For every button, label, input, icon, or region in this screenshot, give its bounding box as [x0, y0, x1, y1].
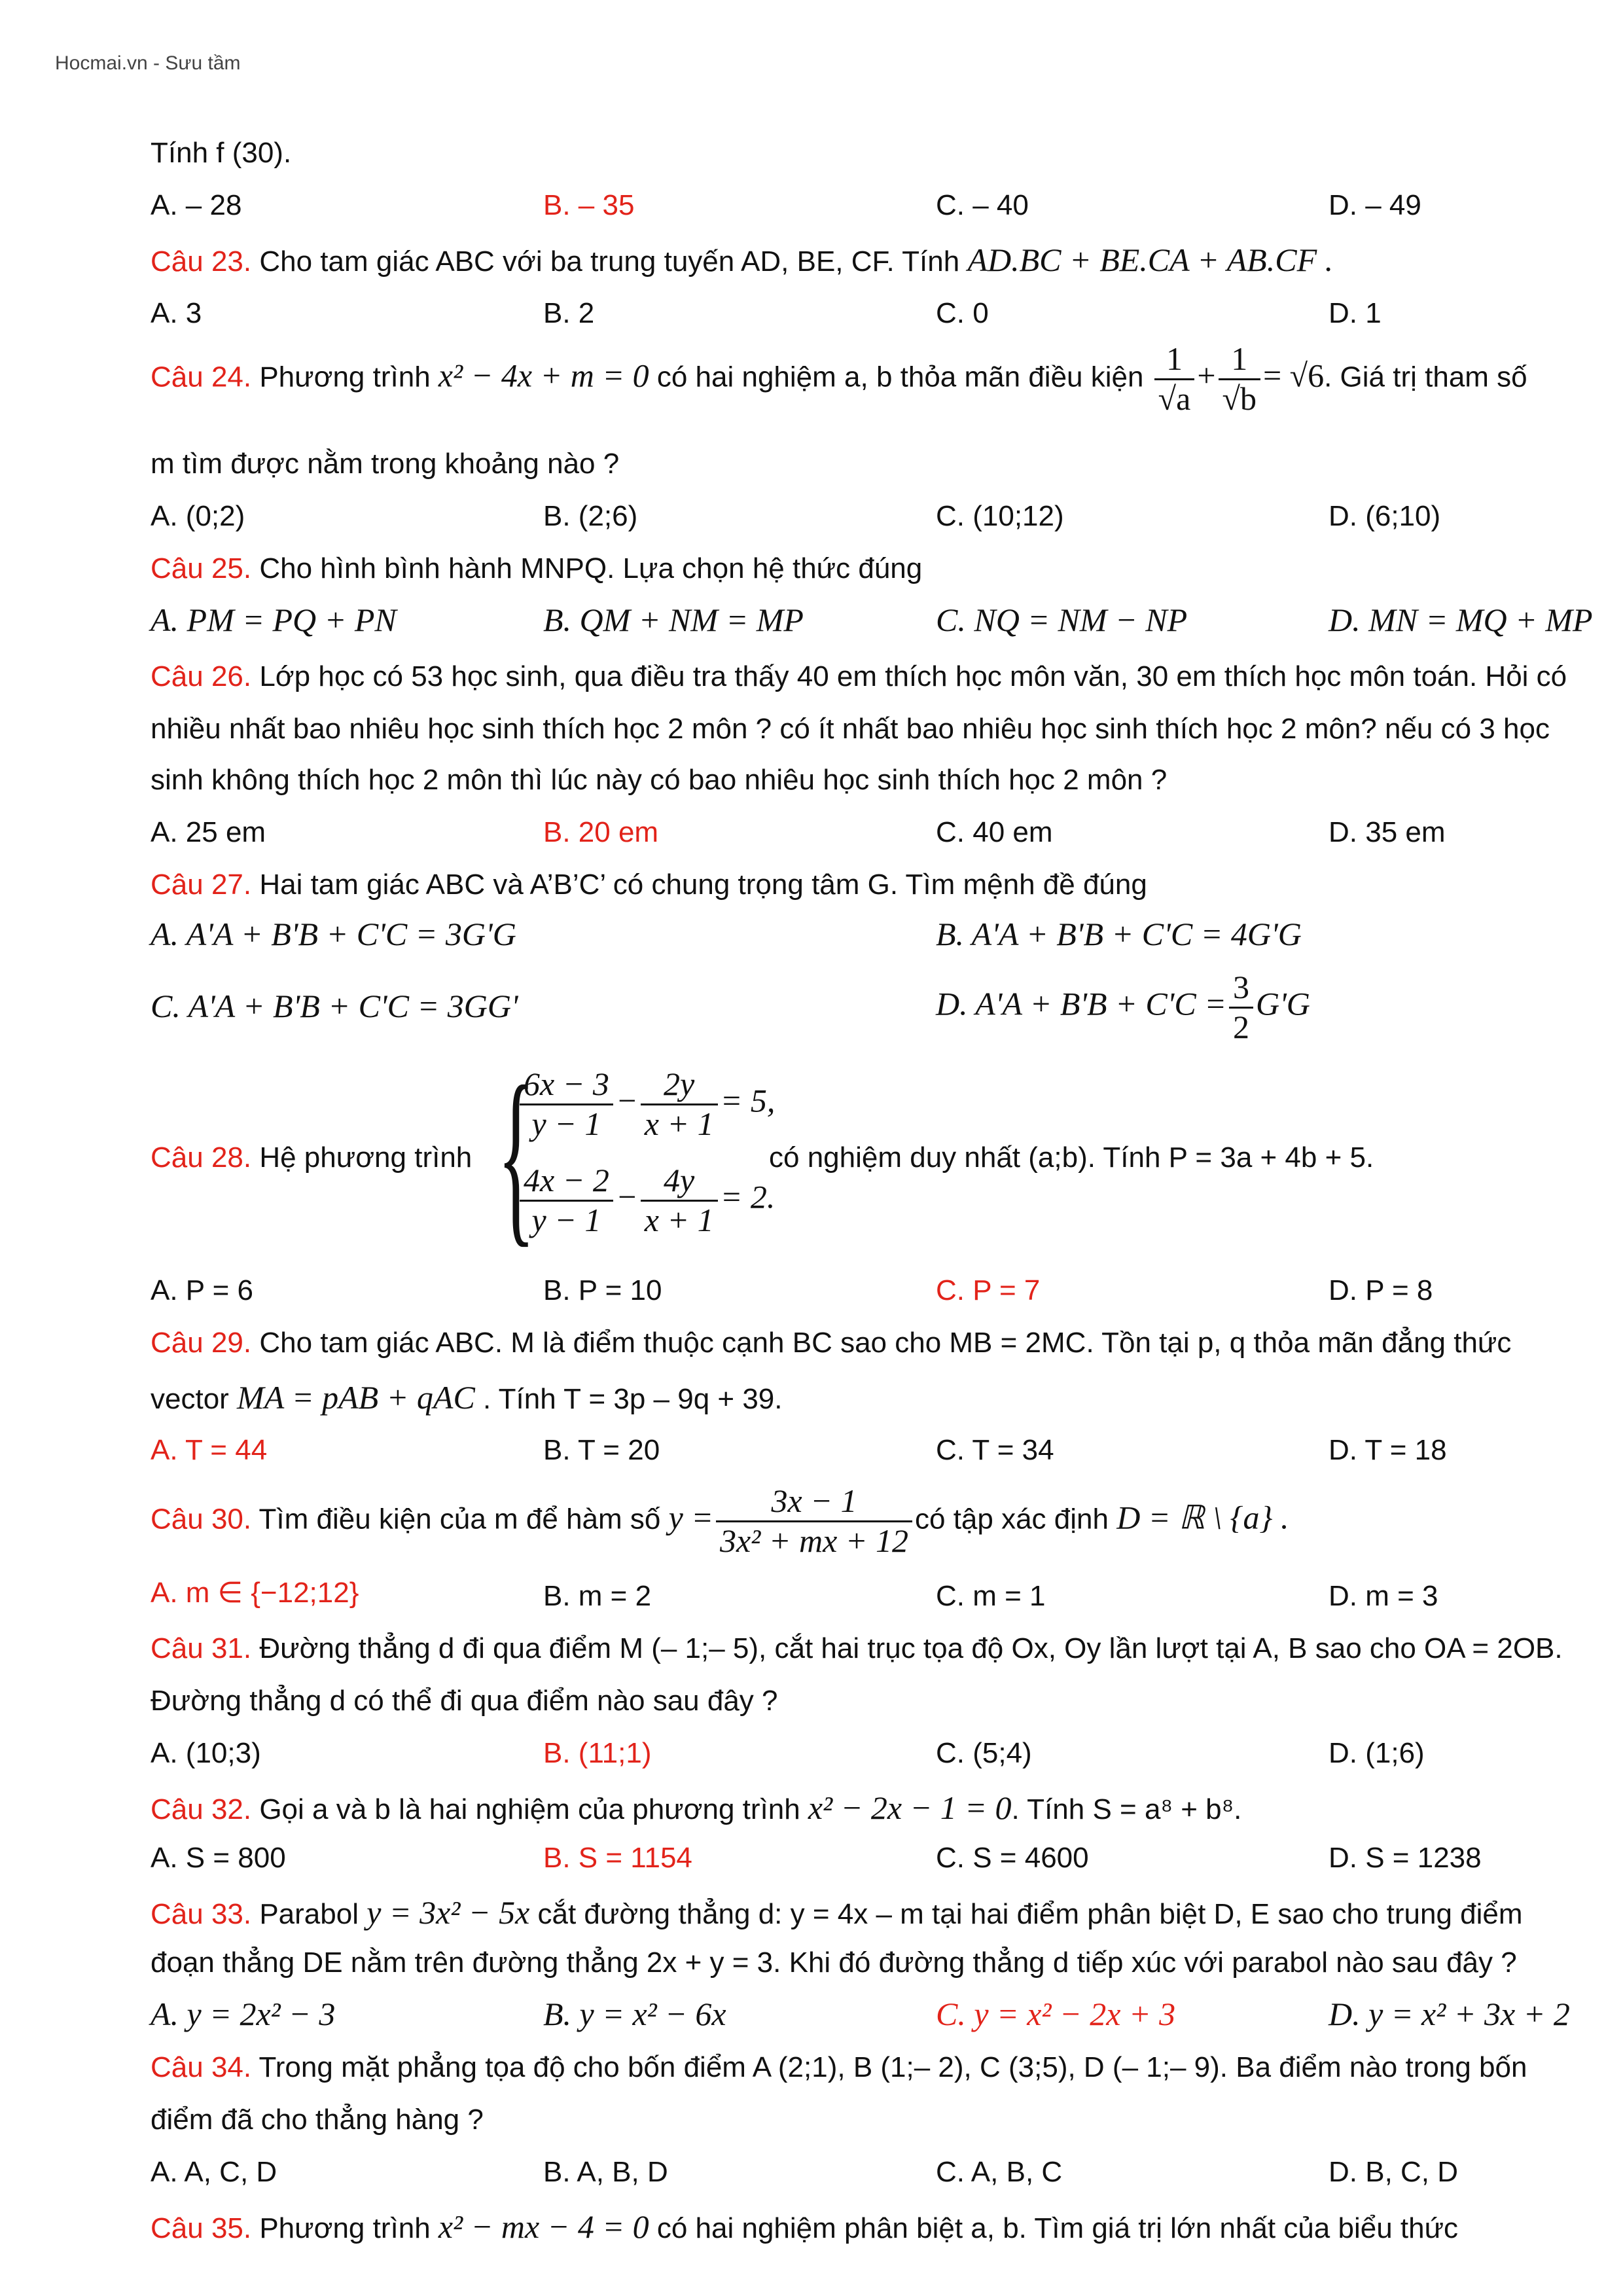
option-b: B. T = 20 — [543, 1434, 660, 1466]
option-c: C. A, B, C — [936, 2156, 1063, 2188]
question-text: cắt đường thẳng d: y = 4x – m tại hai điểm phân biệt D, E sao cho trung điểm — [529, 1898, 1523, 1930]
question-text: Parabol — [251, 1898, 367, 1930]
question-label: Câu 26. — [151, 660, 252, 692]
option-d-lhs: D. A'A + B'B + C'C = — [936, 985, 1226, 1022]
question-label: Câu 24. — [151, 361, 252, 393]
option-b: B. S = 1154 — [543, 1842, 692, 1874]
option-d: D. (6;10) — [1329, 500, 1441, 532]
question-27 — [151, 869, 1147, 901]
question-26-line3: sinh không thích học 2 môn thì lúc này có bao nhiêu học sinh thích học 2 môn ? — [151, 764, 1168, 796]
question-34-line2: điểm đã cho thẳng hàng ? — [151, 2104, 484, 2136]
question-23 — [151, 242, 1333, 278]
option-a: A. T = 44 — [151, 1434, 268, 1466]
option-b: B. y = x² − 6x — [543, 1996, 726, 2032]
question-31-line2: Đường thẳng d có thể đi qua điểm nào sau đây ? — [151, 1685, 778, 1717]
option-b: B. (11;1) — [543, 1737, 652, 1769]
question-31 — [151, 1633, 1563, 1664]
question-label: Câu 23. — [151, 245, 252, 278]
option-c: C. (10;12) — [936, 500, 1064, 532]
question-text: . Giá trị tham số — [1324, 361, 1527, 393]
option-b: B. A, B, D — [543, 2156, 668, 2188]
fraction — [641, 1066, 718, 1143]
option-d: D. P = 8 — [1329, 1274, 1433, 1306]
question-text: Tìm điều kiện của m để hàm số — [251, 1503, 669, 1535]
option-c: C. (5;4) — [936, 1737, 1032, 1769]
option-b: B. P = 10 — [543, 1274, 662, 1306]
question-29 — [151, 1327, 1511, 1359]
option-d: D. MN = MQ + MP — [1329, 601, 1593, 638]
denominator: y − 1 — [531, 1201, 601, 1238]
fraction — [1219, 340, 1260, 418]
question-text: Cho hình bình hành MNPQ. Lựa chọn hệ thức đúng — [251, 552, 923, 584]
option-c: C. A'A + B'B + C'C = 3GG' — [151, 988, 518, 1024]
row-rhs: = 2. — [720, 1178, 776, 1215]
question-33 — [151, 1895, 1523, 1931]
question-label: Câu 32. — [151, 1793, 252, 1825]
system-row-1 — [517, 1066, 775, 1143]
fraction — [1154, 340, 1195, 418]
numerator: 6x − 3 — [520, 1066, 613, 1105]
question-intro: Tính f (30). — [151, 137, 292, 169]
option-d: D. 1 — [1329, 297, 1382, 329]
question-label: Câu 35. — [151, 2212, 252, 2244]
equation: x² − mx − 4 = 0 — [438, 2208, 649, 2245]
question-26 — [151, 661, 1567, 692]
question-label: Câu 27. — [151, 869, 252, 901]
fraction — [1229, 969, 1253, 1046]
option-a: A. 25 em — [151, 816, 266, 848]
option-c: C. 40 em — [936, 816, 1053, 848]
plus-sign: + — [1197, 357, 1216, 394]
question-text: Phương trình — [251, 361, 438, 393]
option-d: D. S = 1238 — [1329, 1842, 1482, 1874]
option-b: B. – 35 — [543, 189, 635, 221]
option-c: C. 0 — [936, 297, 989, 329]
option-b: B. QM + NM = MP — [543, 601, 804, 638]
option-c: C. m = 1 — [936, 1580, 1046, 1612]
option-c: C. P = 7 — [936, 1274, 1041, 1306]
option-d: D. m = 3 — [1329, 1580, 1438, 1612]
question-label: Câu 30. — [151, 1503, 252, 1535]
vector-expression: AD.BC + BE.CA + AB.CF . — [967, 242, 1334, 278]
question-34 — [151, 2052, 1527, 2083]
question-32 — [151, 1790, 1241, 1826]
option-c: C. T = 34 — [936, 1434, 1054, 1466]
option-c: C. – 40 — [936, 189, 1029, 221]
question-text: Lớp học có 53 học sinh, qua điều tra thấy 40 em thích học môn văn, 30 em thích học môn toán. Hỏi có — [251, 660, 1567, 692]
option-d: D. B, C, D — [1329, 2156, 1459, 2188]
numerator: 1 — [1154, 340, 1195, 380]
numerator: 3 — [1229, 969, 1253, 1009]
fraction — [716, 1482, 912, 1560]
row-rhs: = 5, — [720, 1082, 776, 1119]
option-a: A. A, C, D — [151, 2156, 277, 2188]
numerator: 3x − 1 — [716, 1482, 912, 1522]
question-28 — [151, 1142, 472, 1174]
equation: x² − 2x − 1 = 0 — [808, 1789, 1012, 1826]
option-a: A. y = 2x² − 3 — [151, 1996, 336, 2032]
question-text: . Tính T = 3p – 9q + 39. — [474, 1383, 783, 1415]
question-text: Gọi a và b là hai nghiệm của phương trình — [251, 1793, 808, 1825]
numerator: 2y — [641, 1066, 718, 1105]
equation: x² − 4x + m = 0 — [438, 357, 649, 394]
option-a: A. (0;2) — [151, 500, 245, 532]
equation: y = 3x² − 5x — [366, 1894, 530, 1931]
question-text: có hai nghiệm a, b thỏa mãn điều kiện — [649, 361, 1152, 393]
question-text: Cho tam giác ABC. M là điểm thuộc cạnh BC sao cho MB = 2MC. Tồn tại p, q thỏa mãn đẳng thức — [251, 1327, 1512, 1359]
option-d: D. T = 18 — [1329, 1434, 1447, 1466]
question-text: Hai tam giác ABC và A’B’C’ có chung trọng tâm G. Tìm mệnh đề đúng — [251, 869, 1147, 901]
question-label: Câu 31. — [151, 1632, 252, 1664]
question-30 — [151, 1482, 1289, 1560]
question-text: có tập xác định — [915, 1503, 1117, 1535]
option-b: B. A'A + B'B + C'C = 4G'G — [936, 916, 1302, 952]
denominator: x + 1 — [644, 1201, 714, 1238]
numerator: 4x − 2 — [520, 1162, 613, 1202]
question-25 — [151, 553, 922, 584]
option-d-rhs: G'G — [1255, 985, 1310, 1022]
function-lhs: y = — [668, 1499, 714, 1536]
option-d: D. 35 em — [1329, 816, 1446, 848]
option-b: B. 20 em — [543, 816, 659, 848]
option-d — [936, 969, 1310, 1046]
option-a: A. A'A + B'B + C'C = 3G'G — [151, 916, 516, 952]
question-26-line2: nhiều nhất bao nhiêu học sinh thích học 2 môn ? có ít nhất bao nhiêu học sinh thích học 2 môn? nếu có 3 học — [151, 713, 1550, 745]
question-text: Trong mặt phẳng tọa độ cho bốn điểm A (2;1), B (1;– 2), C (3;5), D (– 1;– 9). Ba điểm nào trong bốn — [251, 2051, 1527, 2083]
denominator: x + 1 — [644, 1105, 714, 1142]
question-text: Hệ phương trình — [251, 1141, 473, 1174]
minus-sign: − — [615, 1178, 638, 1215]
denominator: y − 1 — [531, 1105, 601, 1142]
minus-sign: − — [615, 1082, 638, 1119]
option-a: A. (10;3) — [151, 1737, 261, 1769]
numerator: 1 — [1219, 340, 1260, 380]
system-brace: { — [497, 1046, 535, 1263]
fraction — [520, 1066, 613, 1143]
question-24-line2: m tìm được nằm trong khoảng nào ? — [151, 448, 620, 480]
option-a: A. m ∈ {−12;12} — [151, 1577, 359, 1609]
option-b: B. 2 — [543, 297, 595, 329]
option-c: C. NQ = NM − NP — [936, 601, 1188, 638]
question-35 — [151, 2209, 1458, 2245]
option-b: B. m = 2 — [543, 1580, 652, 1612]
fraction — [520, 1162, 613, 1239]
question-24 — [151, 340, 1527, 418]
option-a: A. 3 — [151, 297, 202, 329]
denominator: √b — [1222, 380, 1257, 417]
option-a: A. PM = PQ + PN — [151, 601, 397, 638]
question-text: vector — [151, 1383, 238, 1415]
question-text: Cho tam giác ABC với ba trung tuyến AD, BE, CF. Tính — [251, 245, 968, 278]
denominator: √a — [1158, 380, 1191, 417]
question-text: . Tính S = a⁸ + b⁸. — [1011, 1793, 1242, 1825]
question-label: Câu 29. — [151, 1327, 252, 1359]
question-label: Câu 28. — [151, 1141, 252, 1174]
question-label: Câu 34. — [151, 2051, 252, 2083]
condition-rhs: = √6 — [1262, 357, 1325, 394]
option-c: C. S = 4600 — [936, 1842, 1089, 1874]
option-c: C. y = x² − 2x + 3 — [936, 1996, 1176, 2032]
question-28-tail: có nghiệm duy nhất (a;b). Tính P = 3a + 4b + 5. — [769, 1141, 1374, 1174]
option-d: D. y = x² + 3x + 2 — [1329, 1996, 1570, 2032]
domain-expression: D = ℝ \ {a} . — [1116, 1499, 1289, 1536]
option-d: D. – 49 — [1329, 189, 1421, 221]
question-label: Câu 25. — [151, 552, 252, 584]
option-d: D. (1;6) — [1329, 1737, 1425, 1769]
question-29-line2 — [151, 1380, 783, 1416]
equation-system — [497, 1046, 776, 1263]
denominator: 2 — [1232, 1008, 1249, 1045]
watermark: Hocmai.vn - Sưu tầm — [55, 52, 241, 74]
vector-equation: MA = pAB + qAC — [237, 1379, 475, 1416]
question-33-line2: đoạn thẳng DE nằm trên đường thẳng 2x + y = 3. Khi đó đường thẳng d tiếp xúc với parabol nào sau đây ? — [151, 1946, 1517, 1979]
question-label: Câu 33. — [151, 1898, 252, 1930]
denominator: 3x² + mx + 12 — [720, 1522, 908, 1559]
option-b: B. (2;6) — [543, 500, 638, 532]
question-text: có hai nghiệm phân biệt a, b. Tìm giá trị lớn nhất của biểu thức — [649, 2212, 1459, 2244]
option-a: A. P = 6 — [151, 1274, 253, 1306]
numerator: 4y — [641, 1162, 718, 1202]
option-a: A. – 28 — [151, 189, 242, 221]
system-row-2 — [517, 1162, 775, 1239]
question-text: Đường thẳng d đi qua điểm M (– 1;– 5), cắt hai trục tọa độ Ox, Oy lần lượt tại A, B sao cho OA = 2OB. — [251, 1632, 1563, 1664]
fraction — [641, 1162, 718, 1239]
question-text: Phương trình — [251, 2212, 438, 2244]
option-a: A. S = 800 — [151, 1842, 286, 1874]
